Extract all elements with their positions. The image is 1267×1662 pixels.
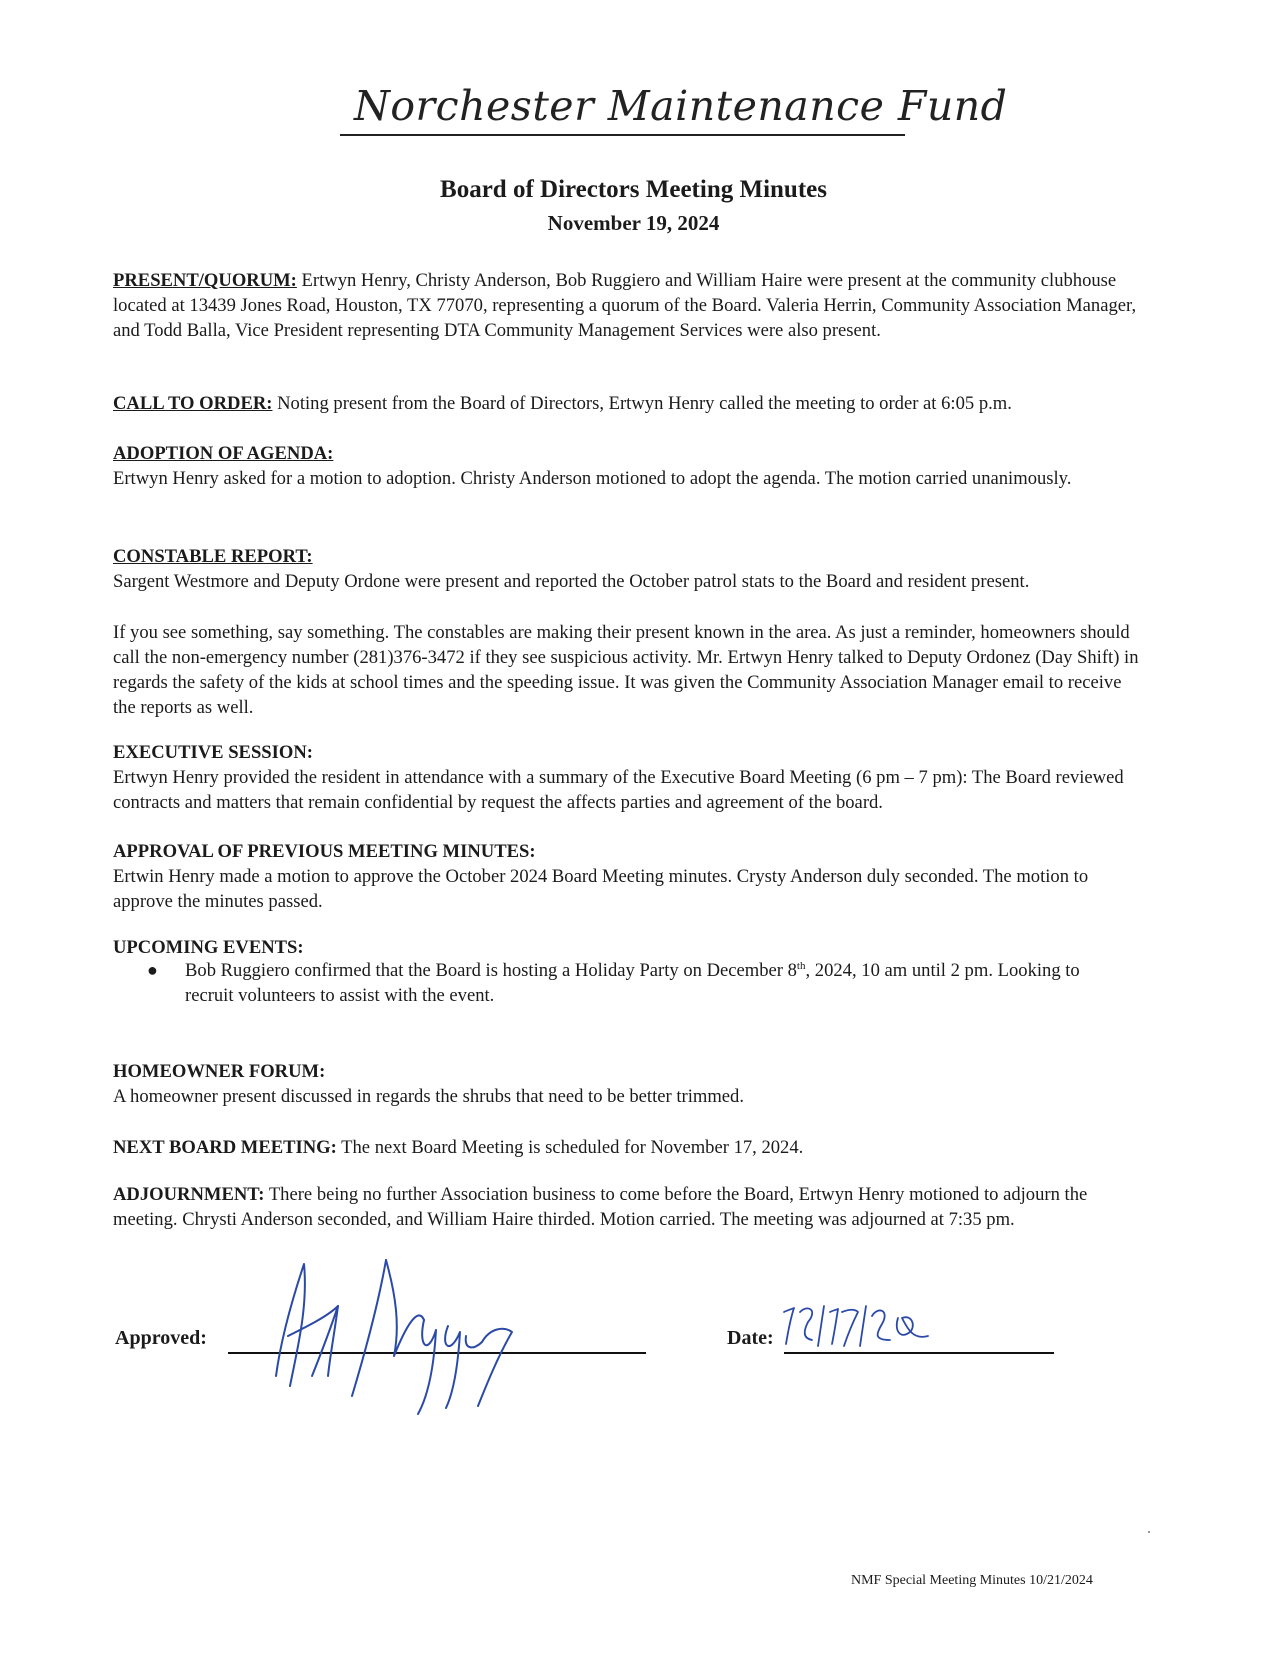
events-label: UPCOMING EVENTS:: [113, 937, 304, 958]
section-approval: [113, 839, 1143, 914]
handwritten-signature: [268, 1246, 528, 1416]
present-text: Ertwyn Henry, Christy Anderson, Bob Ruggiero and William Haire were present at the community clubhouse located at 13439 Jones Road, Houston, TX 77070, representing a quorum of the Board. Valeria Herrin, Community Association Manager, and Todd Balla, Vice President representing DTA Community Management Services were also present.: [113, 270, 1137, 341]
event-text-pre: Bob Ruggiero confirmed that the Board is hosting a Holiday Party on December 8: [185, 960, 797, 981]
constable-text: Sargent Westmore and Deputy Ordone were present and reported the October patrol stats to the Board and resident present.: [113, 571, 1030, 592]
section-next-meeting: [113, 1135, 1143, 1160]
date-signature-line: [784, 1352, 1054, 1354]
executive-text: Ertwyn Henry provided the resident in attendance with a summary of the Executive Board Meeting (6 pm – 7 pm): The Board reviewed contracts and matters that remain confidential by request the affects parties and agreement of the board.: [113, 767, 1124, 813]
event-text-post: , 2024, 10 am until 2 pm. Looking to recruit volunteers to assist with the event.: [185, 960, 1080, 1006]
bullet-icon: ●: [147, 960, 158, 980]
constable-text-2: If you see something, say something. The constables are making their present known in the area. As just a reminder, homeowners should call the non-emergency number (281)376-3472 if they see suspicious activity. Mr. Ertwyn Henry talked to Deputy Ordonez (Day Shift) in regards the safety of the kids at school times and the speeding issue. It was given the Community Association Manager email to receive the reports as well.: [113, 622, 1139, 718]
call-to-order-text: Noting present from the Board of Directors, Ertwyn Henry called the meeting to order at 6:05 p.m.: [277, 393, 1012, 414]
call-to-order-label: CALL TO ORDER:: [113, 393, 273, 414]
section-adoption: [113, 441, 1143, 491]
adoption-label: ADOPTION OF AGENDA:: [113, 443, 334, 464]
adjournment-label: ADJOURNMENT:: [113, 1184, 265, 1205]
section-adjournment: [113, 1182, 1143, 1232]
list-item: [147, 958, 1125, 1008]
next-meeting-label: NEXT BOARD MEETING:: [113, 1137, 337, 1158]
executive-label: EXECUTIVE SESSION:: [113, 742, 313, 763]
approval-label: APPROVAL OF PREVIOUS MEETING MINUTES:: [113, 841, 536, 862]
meeting-date: November 19, 2024: [547, 211, 720, 235]
forum-label: HOMEOWNER FORUM:: [113, 1061, 326, 1082]
adoption-text: Ertwyn Henry asked for a motion to adoption. Christy Anderson motioned to adopt the agenda. The motion carried unanimously.: [113, 468, 1072, 489]
logo-text: Norchester Maintenance Fund: [354, 82, 1008, 130]
constable-label: CONSTABLE REPORT:: [113, 546, 313, 567]
event-text-sup: th: [796, 959, 806, 972]
forum-text: A homeowner present discussed in regards the shrubs that need to be better trimmed.: [113, 1086, 744, 1107]
section-constable: [113, 544, 1143, 594]
next-meeting-text: The next Board Meeting is scheduled for November 17, 2024.: [341, 1137, 804, 1158]
page-title: Board of Directors Meeting Minutes: [440, 176, 827, 203]
present-label: PRESENT/QUORUM:: [113, 270, 297, 291]
scan-speck: [1148, 1531, 1150, 1533]
section-forum: [113, 1059, 1143, 1109]
approval-text: Ertwin Henry made a motion to approve the October 2024 Board Meeting minutes. Crysty Anderson duly seconded. The motion to approve the minutes passed.: [113, 866, 1089, 912]
logo-underline: [340, 134, 905, 136]
section-present: [113, 268, 1143, 343]
section-events: [113, 935, 1143, 960]
date-label: Date:: [727, 1327, 774, 1349]
handwritten-date: [778, 1300, 938, 1350]
section-executive: [113, 740, 1143, 815]
section-constable-notes: [113, 620, 1143, 720]
adjournment-text: There being no further Association business to come before the Board, Ertwyn Henry motioned to adjourn the meeting. Chrysti Anderson seconded, and William Haire thirded. Motion carried. The meeting was adjourned at 7:35 pm.: [113, 1184, 1088, 1230]
logo: [340, 72, 1008, 142]
section-call-to-order: [113, 391, 1143, 416]
footer-text: NMF Special Meeting Minutes 10/21/2024: [851, 1573, 1093, 1588]
approved-label: Approved:: [115, 1327, 207, 1349]
